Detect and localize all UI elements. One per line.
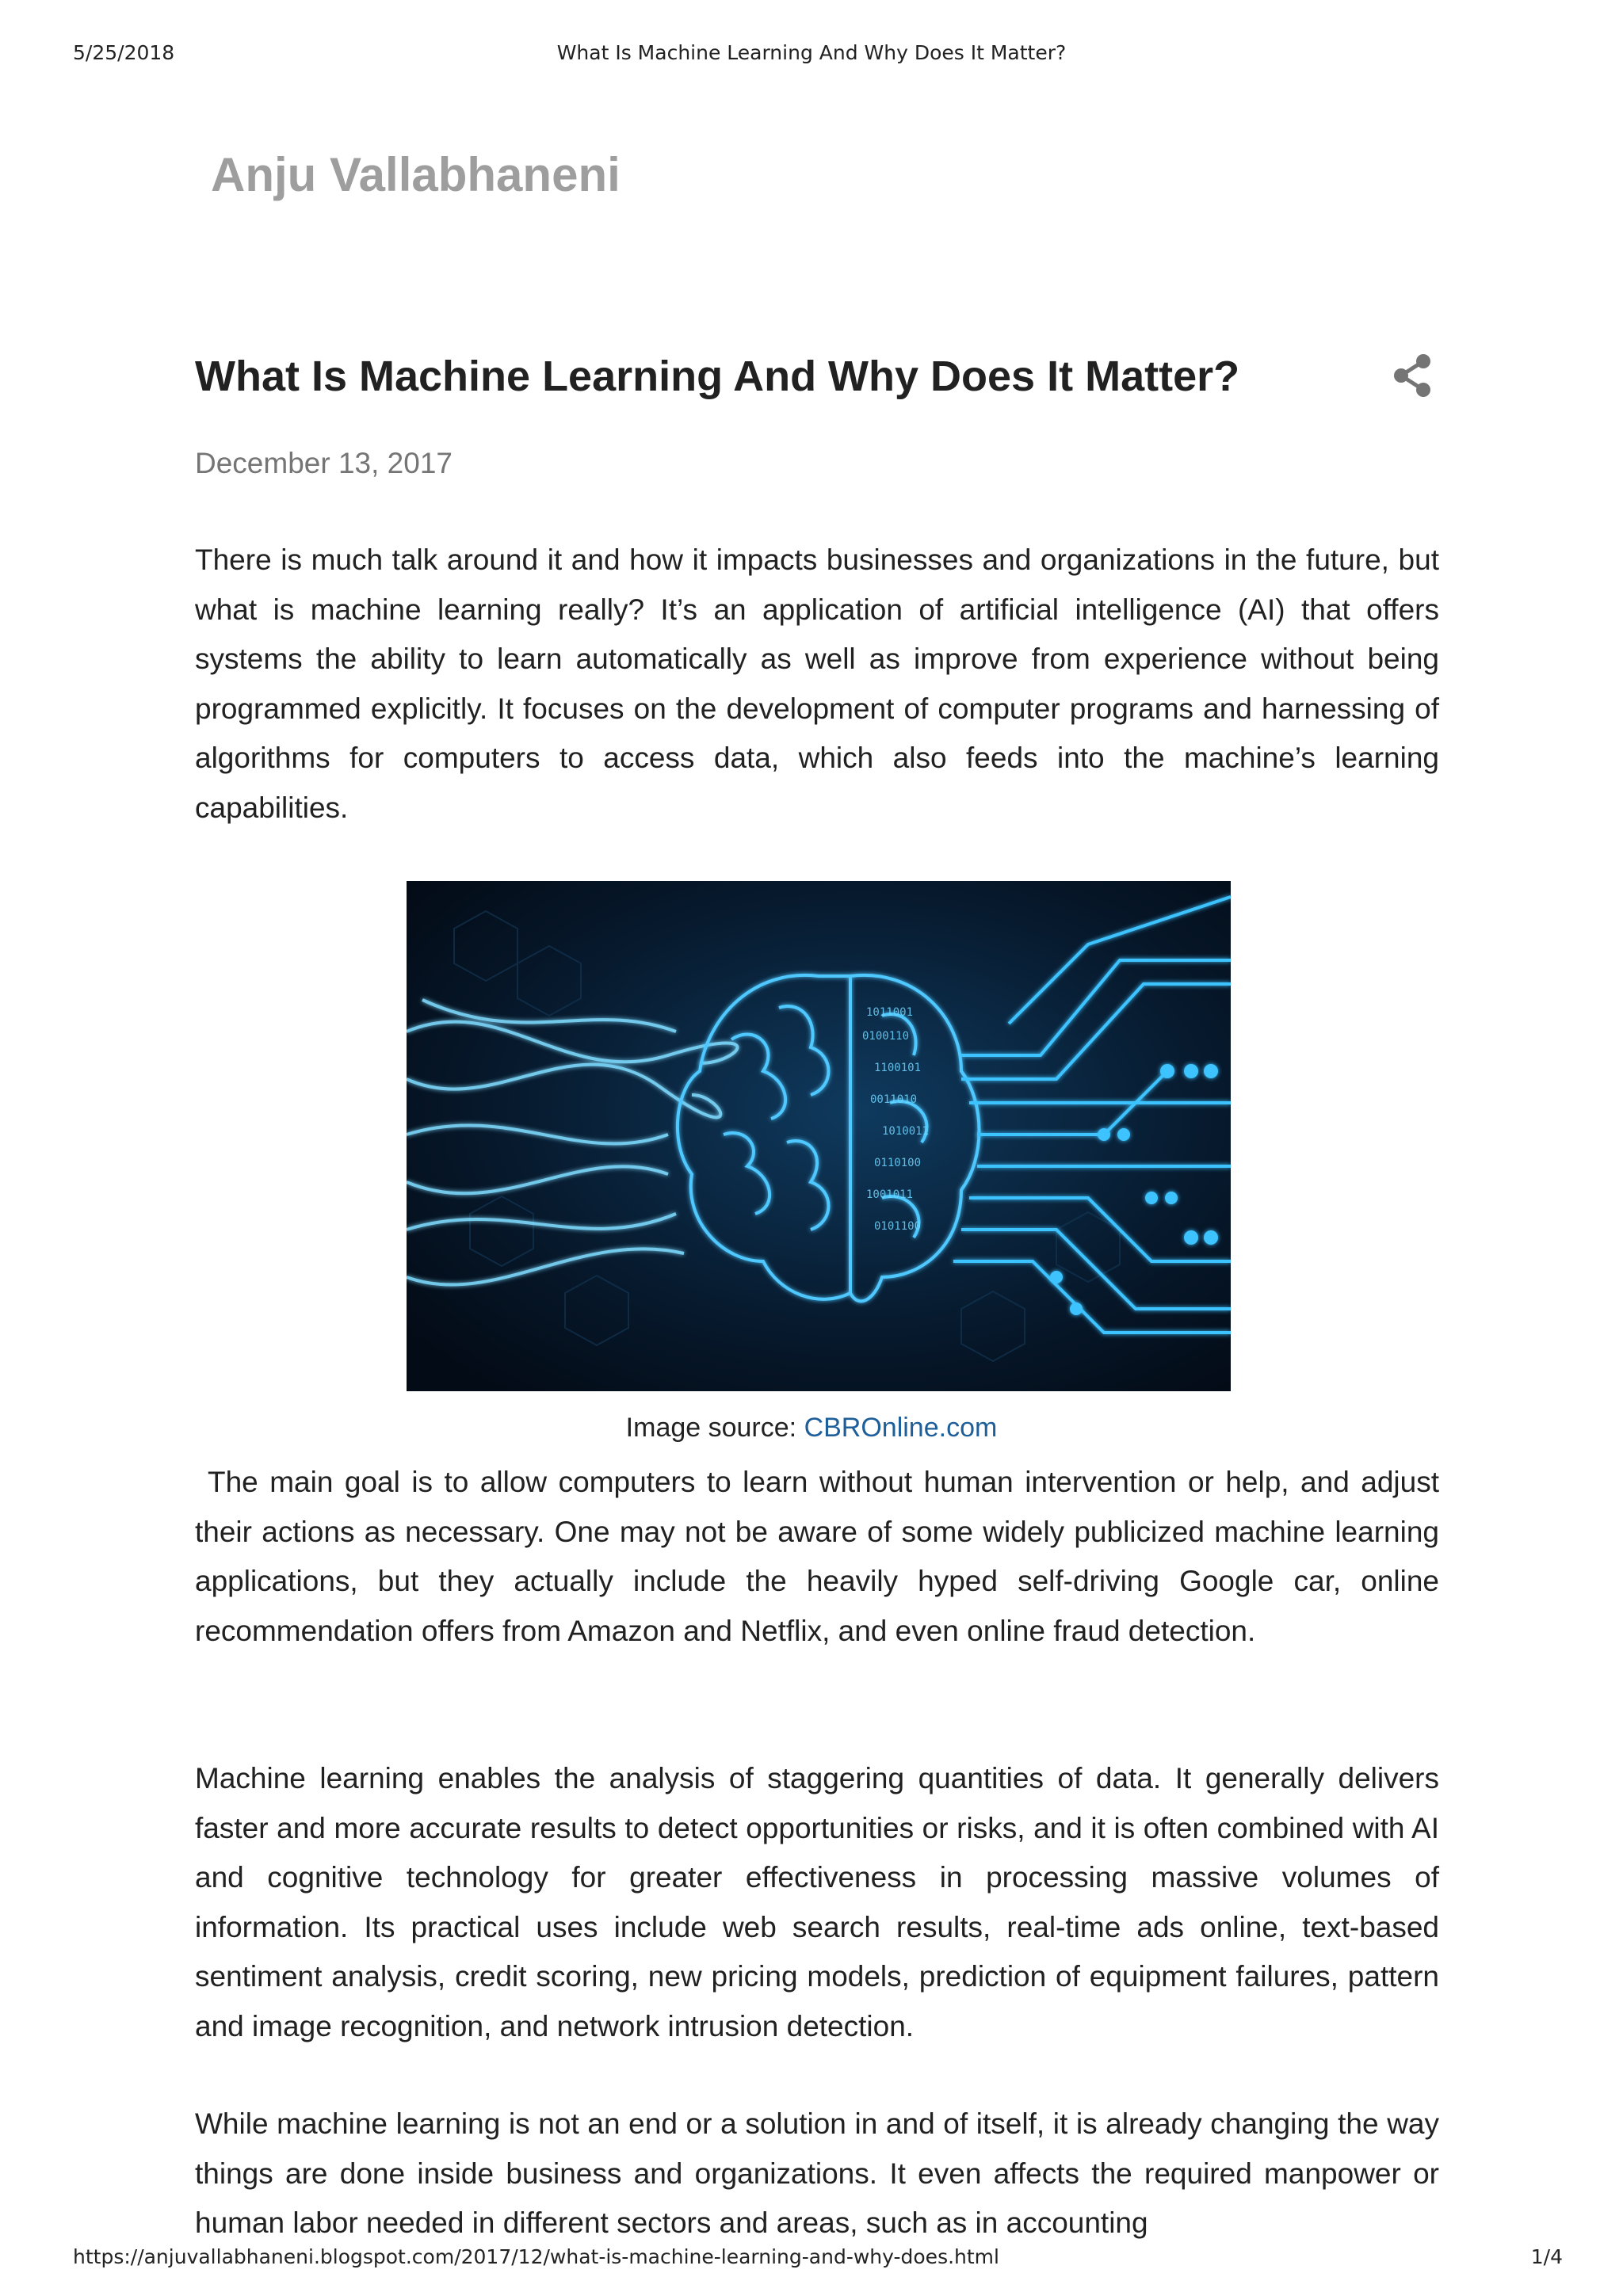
- print-date: 5/25/2018: [73, 41, 175, 64]
- print-header: [0, 41, 1623, 73]
- svg-text:1100101: 1100101: [874, 1062, 922, 1074]
- post-paragraph-2: The main goal is to allow computers to learn without human intervention or help, and adjust their actions as necessary. One may not be aware of some widely publicized machine learning applications, but they actually include the heavily hyped self-driving Google car, online recommendation offers from Amazon and Netflix, and even online fraud detection.: [195, 1466, 1439, 1647]
- share-icon[interactable]: [1388, 352, 1436, 399]
- post-image: [407, 881, 1231, 1391]
- svg-text:1011001: 1011001: [866, 1006, 914, 1019]
- caption-prefix: Image source:: [625, 1413, 804, 1443]
- svg-text:1010011: 1010011: [882, 1125, 930, 1138]
- post-paragraph-3: Machine learning enables the analysis of staggering quantities of data. It generally delivers faster and more accurate results to detect opportunities or risks, and it is often combined with AI and cognitive technology for greater effectiveness in processing massive volumes of information. Its practical uses include web search results, real-time ads online, text-based sentiment analysis, credit scoring, new pricing models, prediction of equipment failures, pattern and image recognition, and network intrusion detection.: [195, 1762, 1439, 2042]
- post-title: What Is Machine Learning And Why Does It Matter?: [195, 353, 1240, 400]
- post-paragraph-1: There is much talk around it and how it impacts businesses and organizations in the future, but what is machine learning really? It’s an application of artificial intelligence (AI) that offers systems the ability to learn automatically as well as improve from experience without being programmed explicitly. It focuses on the development of computer programs and harnessing of algorithms for computers to access data, which also feeds into the machine’s learning capabilities.: [195, 543, 1439, 824]
- svg-text:0101100: 0101100: [874, 1220, 922, 1233]
- print-url: https://anjuvallabhaneni.blogspot.com/2017/12/what-is-machine-learning-and-why-does.html: [73, 2245, 999, 2268]
- post-paragraph-4: While machine learning is not an end or a solution in and of itself, it is already changing the way things are done inside business and organizations. It even affects the required manpower or human labor needed in different sectors and areas, such as in accounting: [195, 2107, 1439, 2239]
- blog-name-link[interactable]: Anju Vallabhaneni: [211, 148, 621, 201]
- print-page-number: 1/4: [1530, 2245, 1563, 2268]
- caption-source-link[interactable]: CBROnline.com: [804, 1413, 998, 1443]
- svg-text:1001011: 1001011: [866, 1188, 914, 1201]
- image-caption: [0, 1413, 1623, 1444]
- svg-text:0110100: 0110100: [874, 1157, 922, 1169]
- print-title: What Is Machine Learning And Why Does It Matter?: [556, 41, 1067, 64]
- svg-text:0011010: 0011010: [870, 1093, 918, 1106]
- post-date: December 13, 2017: [195, 447, 453, 479]
- print-footer: [0, 2242, 1623, 2296]
- svg-text:0100110: 0100110: [862, 1030, 910, 1043]
